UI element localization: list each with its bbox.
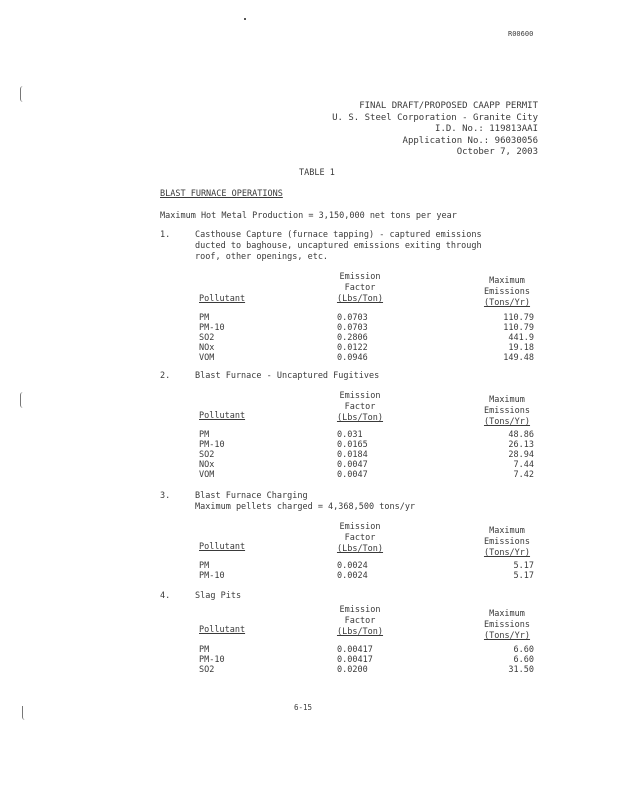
table-row: PM-10 0.0165 26.13 — [199, 440, 534, 450]
col-header-pollutant: Pollutant — [199, 411, 246, 421]
table-row: PM 0.031 48.86 — [199, 430, 534, 440]
section-desc-line: Blast Furnace - Uncaptured Fugitives — [195, 371, 380, 381]
table-row: NOx 0.0047 7.44 — [199, 460, 534, 470]
table-row: SO2 0.0184 28.94 — [199, 450, 534, 460]
section-desc-line: ducted to baghouse, uncaptured emissions exiting through — [195, 241, 482, 251]
page-id: R00600 — [508, 30, 534, 38]
emissions-table — [0, 430, 618, 480]
col-header-pollutant: Pollutant — [199, 294, 246, 304]
section-number: 4. — [160, 591, 171, 601]
emissions-table — [0, 645, 618, 675]
table-label: TABLE 1 — [299, 168, 335, 178]
header-line: I.D. No.: 119813AAI — [435, 124, 538, 134]
col-header-ef: Emission Factor (Lbs/Ton) — [336, 272, 384, 304]
page-number: 6-15 — [294, 703, 313, 712]
col-header-me: Maximum Emissions (Tons/Yr) — [483, 609, 531, 641]
table-row: PM 0.0703 110.79 — [199, 313, 534, 323]
table-row: PM-10 0.0024 5.17 — [199, 571, 534, 581]
section-title: BLAST FURNACE OPERATIONS — [160, 189, 283, 199]
permit-header — [290, 101, 538, 159]
emissions-table — [0, 313, 618, 363]
header-line: U. S. Steel Corporation - Granite City — [332, 112, 538, 123]
table-row: NOx 0.0122 19.18 — [199, 343, 534, 353]
section-number: 3. — [160, 491, 171, 501]
table-row: VOM 0.0047 7.42 — [199, 470, 534, 480]
table-row: PM-10 0.0703 110.79 — [199, 323, 534, 333]
header-line: Application No.: 96030056 — [402, 135, 538, 146]
section-desc-line: Slag Pits — [195, 591, 242, 601]
header-line: FINAL DRAFT/PROPOSED CAAPP PERMIT — [359, 101, 538, 111]
punch-mark — [20, 86, 23, 102]
table-row: PM 0.00417 6.60 — [199, 645, 534, 655]
col-header-me: Maximum Emissions (Tons/Yr) — [483, 526, 531, 558]
punch-mark — [20, 392, 23, 408]
table-row: SO2 0.2806 441.9 — [199, 333, 534, 343]
punch-mark — [22, 706, 25, 720]
section-number: 1. — [160, 230, 171, 240]
section-desc-line: roof, other openings, etc. — [195, 252, 329, 262]
col-header-me: Maximum Emissions (Tons/Yr) — [483, 276, 531, 308]
section-desc-line: Casthouse Capture (furnace tapping) - captured emissions — [195, 230, 482, 240]
table-row: SO2 0.0200 31.50 — [199, 665, 534, 675]
col-header-pollutant: Pollutant — [199, 625, 246, 635]
section-desc-line: Maximum pellets charged = 4,368,500 tons/yr — [195, 502, 416, 512]
col-header-me: Maximum Emissions (Tons/Yr) — [483, 395, 531, 427]
col-header-pollutant: Pollutant — [199, 542, 246, 552]
section-number: 2. — [160, 371, 171, 381]
section-desc-line: Blast Furnace Charging — [195, 491, 308, 501]
max-production: Maximum Hot Metal Production = 3,150,000 net tons per year — [160, 211, 457, 221]
stray-dot — [244, 18, 246, 20]
header-line: October 7, 2003 — [456, 147, 538, 157]
emissions-table — [0, 561, 618, 581]
col-header-ef: Emission Factor (Lbs/Ton) — [336, 391, 384, 423]
col-header-ef: Emission Factor (Lbs/Ton) — [336, 522, 384, 554]
table-row: PM-10 0.00417 6.60 — [199, 655, 534, 665]
col-header-ef: Emission Factor (Lbs/Ton) — [336, 605, 384, 637]
table-row: PM 0.0024 5.17 — [199, 561, 534, 571]
table-row: VOM 0.0946 149.48 — [199, 353, 534, 363]
